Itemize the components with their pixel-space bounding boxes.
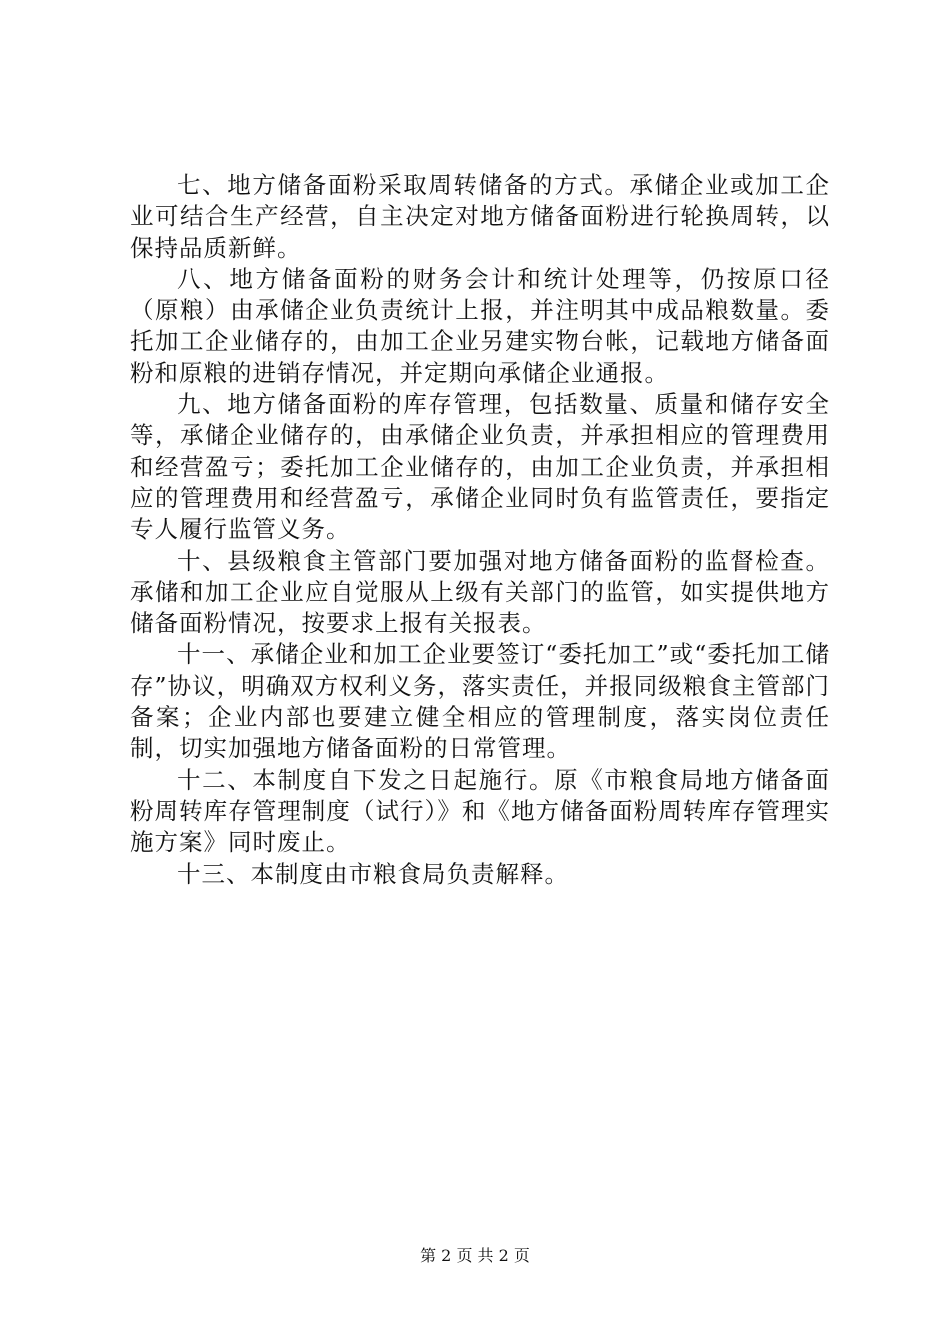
- page-number-footer: 第 2 页 共 2 页: [420, 1246, 530, 1265]
- paragraph-article-13: 十三、本制度由市粮食局负责解释。: [177, 859, 569, 888]
- paragraph-article-10: 十、县级粮食主管部门要加强对地方储备面粉的监督检查。承储和加工企业应自觉服从上级有关部门的监管，如实提供地方储备面粉情况，按要求上报有关报表。: [130, 546, 830, 638]
- paragraph-article-9: 九、地方储备面粉的库存管理，包括数量、质量和储存安全等，承储企业储存的，由承储企业负责，并承担相应的管理费用和经营盈亏；委托加工企业储存的，由加工企业负责，并承担相应的管理费用和经营盈亏，承储企业同时负有监管责任，要指定专人履行监管义务。: [130, 390, 830, 544]
- paragraph-article-7: 七、地方储备面粉采取周转储备的方式。承储企业或加工企业可结合生产经营，自主决定对地方储备面粉进行轮换周转，以保持品质新鲜。: [130, 171, 830, 262]
- document-body: [130, 170, 830, 890]
- paragraph-article-11: 十一、承储企业和加工企业要签订“委托加工”或“委托加工储存”协议，明确双方权利义务，落实责任，并报同级粮食主管部门备案；企业内部也要建立健全相应的管理制度，落实岗位责任制，切实加强地方储备面粉的日常管理。: [130, 640, 830, 763]
- paragraph-article-12: 十二、本制度自下发之日起施行。原《市粮食局地方储备面粉周转库存管理制度（试行）》和《地方储备面粉周转库存管理实施方案》同时废止。: [130, 765, 830, 857]
- paragraph-article-8: 八、地方储备面粉的财务会计和统计处理等，仍按原口径（原粮）由承储企业负责统计上报，并注明其中成品粮数量。委托加工企业储存的，由加工企业另建实物台帐，记载地方储备面粉和原粮的进销存情况，并定期向承储企业通报。: [130, 264, 830, 387]
